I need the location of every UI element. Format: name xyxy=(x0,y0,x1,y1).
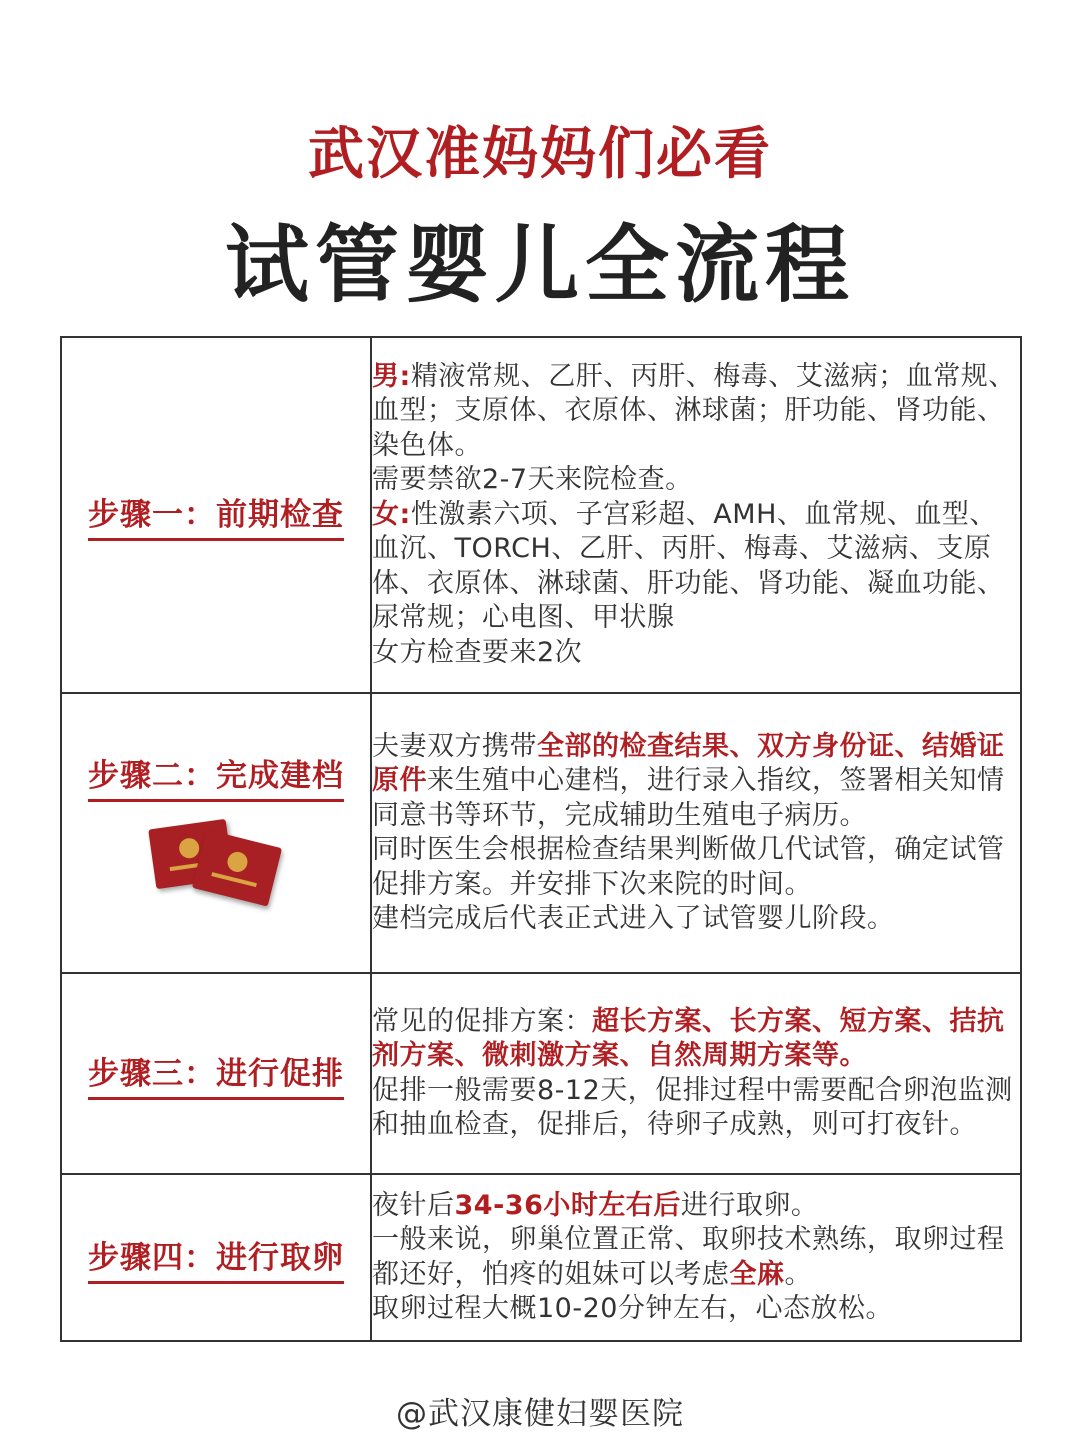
step-2-text: 夫妻双方携带 xyxy=(372,730,537,762)
step-2-text: 来生殖中心建档，进行录入指纹，签署相关知情同意书等环节，完成辅助生殖电子病历。 xyxy=(372,765,1005,831)
step-3-paragraph: 促排一般需要8-12天，促排过程中需要配合卵泡监测和抽血检查，促排后，待卵子成熟，则可打夜针。 xyxy=(372,1074,1013,1140)
step-4-label: 步骤四：进行取卵 xyxy=(88,1232,344,1284)
step-1-label: 步骤一：前期检查 xyxy=(88,489,344,541)
step-3-content xyxy=(372,1005,1020,1143)
page-subtitle: 武汉准妈妈们必看 xyxy=(308,122,772,187)
female-note: 女方检查要来2次 xyxy=(372,636,583,668)
female-label: 女: xyxy=(372,498,411,530)
certificate-booklet xyxy=(192,829,282,906)
male-label: 男: xyxy=(372,360,411,392)
step-2-paragraph: 建档完成后代表正式进入了试管婴儿阶段。 xyxy=(372,903,895,934)
step-4-text: 一般来说，卵巢位置正常、取卵技术熟练，取卵过程都还好，怕疼的姐妹可以考虑 xyxy=(372,1224,1005,1290)
step-label-cell xyxy=(61,973,371,1174)
step-2-highlight: 全部的检查结果、双方身份证、结婚证原件 xyxy=(372,730,1005,796)
step-4-text: 进行取卵。 xyxy=(680,1189,819,1221)
marriage-certificate-image xyxy=(136,816,296,916)
steps-table xyxy=(60,336,1022,1342)
step-3-text: 常见的促排方案： xyxy=(372,1005,592,1037)
step-content-cell xyxy=(371,973,1021,1174)
table-row xyxy=(61,693,1021,973)
step-2-label: 步骤二：完成建档 xyxy=(88,750,344,802)
step-3-highlight: 超长方案、长方案、短方案、拮抗剂方案、微刺激方案、自然周期方案等。 xyxy=(372,1005,1005,1071)
table-row xyxy=(61,973,1021,1174)
step-label-cell xyxy=(61,1174,371,1341)
step-2-paragraph: 同时医生会根据检查结果判断做几代试管，确定试管促排方案。并安排下次来院的时间。 xyxy=(372,834,1005,900)
step-content-cell xyxy=(371,337,1021,693)
table-row xyxy=(61,1174,1021,1341)
step-label-cell xyxy=(61,337,371,693)
step-content-cell xyxy=(371,693,1021,973)
page-title: 试管婴儿全流程 xyxy=(224,216,855,314)
male-exam-list: 精液常规、乙肝、丙肝、梅毒、艾滋病；血常规、血型；支原体、衣原体、淋球菌；肝功能、肾功能、染色体。 xyxy=(372,360,1016,461)
step-2-content xyxy=(372,730,1020,937)
step-4-paragraph: 取卵过程大概10-20分钟左右，心态放松。 xyxy=(372,1293,893,1324)
step-4-text: 夜针后 xyxy=(372,1189,455,1221)
step-label-cell xyxy=(61,693,371,973)
step-3-label: 步骤三：进行促排 xyxy=(88,1048,344,1100)
step-4-highlight: 34-36小时左右后 xyxy=(454,1189,681,1221)
footer-credit: @武汉康健妇婴医院 xyxy=(396,1396,684,1432)
step-content-cell xyxy=(371,1174,1021,1341)
male-note: 需要禁欲2-7天来院检查。 xyxy=(372,464,693,496)
step-4-text: 。 xyxy=(784,1258,812,1290)
table-row xyxy=(61,337,1021,693)
step-4-content xyxy=(372,1189,1020,1327)
step-1-content xyxy=(372,360,1020,671)
step-4-highlight: 全麻 xyxy=(729,1258,785,1290)
female-exam-list: 性激素六项、子宫彩超、AMH、血常规、血型、血沉、TORCH、乙肝、丙肝、梅毒、艾滋病、支原体、衣原体、淋球菌、肝功能、肾功能、凝血功能、尿常规；心电图、甲状腺 xyxy=(372,498,1005,634)
